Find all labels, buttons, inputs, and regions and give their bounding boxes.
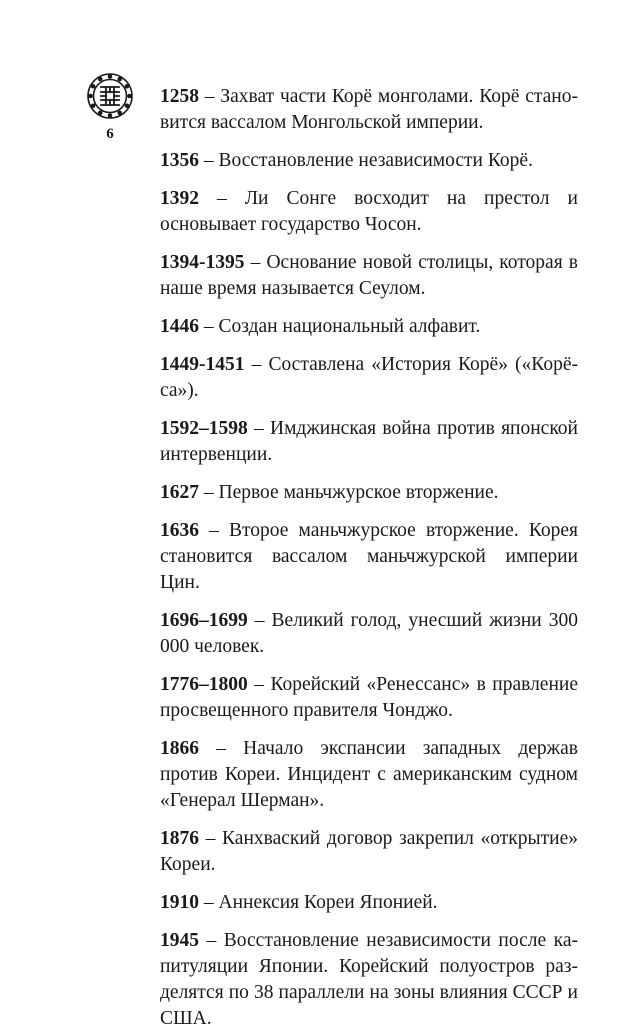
- chronology-entry: [160, 84, 578, 136]
- entry-text: – Восстановление независимости после капитуляции Японии. Корейский полуостров разделятся по 38 параллели на зоны влияния СССР и США.: [160, 930, 578, 1029]
- chronology-entry: [160, 608, 578, 660]
- entry-year: 1356: [160, 150, 199, 171]
- entry-text: – Составлена «История Корё» («Корёса»).: [160, 354, 578, 401]
- entry-text: – Захват части Корё монголами. Корё становится вассалом Монгольской империи.: [160, 86, 578, 133]
- chronology-entry: [160, 314, 578, 340]
- chronology-list: [160, 84, 578, 1032]
- chronology-entry: [160, 890, 578, 916]
- entry-year: 1910: [160, 892, 199, 913]
- entry-text: – Восстановление независимости Корё.: [199, 150, 533, 171]
- entry-year: 1392: [160, 188, 199, 209]
- chronology-entry: [160, 672, 578, 724]
- entry-year: 1945: [160, 930, 199, 951]
- chronology-entry: [160, 416, 578, 468]
- entry-year: 1446: [160, 316, 199, 337]
- entry-text: – Начало экспансии западных держав против Кореи. Инцидент с американским судном «Генерал Шерман».: [160, 738, 578, 811]
- chronology-entry: [160, 250, 578, 302]
- page-number: 6: [106, 126, 114, 142]
- entry-text: – Основание новой столицы, которая в наше время называется Сеулом.: [160, 252, 578, 299]
- chronology-entry: [160, 352, 578, 404]
- entry-text: – Имджинская война против японской интервенции.: [160, 418, 578, 465]
- chronology-entry: [160, 148, 578, 174]
- chronology-entry: [160, 186, 578, 238]
- entry-text: – Аннексия Кореи Японией.: [199, 892, 438, 913]
- entry-year: 1696–1699: [160, 610, 248, 631]
- entry-year: 1258: [160, 86, 199, 107]
- chronology-entry: [160, 480, 578, 506]
- entry-text: – Канхваский договор закрепил «открытие» Кореи.: [160, 828, 578, 875]
- entry-year: 1866: [160, 738, 199, 759]
- chronology-entry: [160, 518, 578, 596]
- chronology-entry: [160, 928, 578, 1032]
- entry-text: – Ли Сонге восходит на престол и основывает государство Чосон.: [160, 188, 578, 235]
- entry-text: – Второе маньчжурское вторжение. Корея становится вассалом маньчжурской империи Цин.: [160, 520, 578, 593]
- entry-year: 1592–1598: [160, 418, 248, 439]
- korean-lattice-medallion-icon: [86, 72, 134, 120]
- entry-text: – Первое маньчжурское вторжение.: [199, 482, 499, 503]
- entry-year: 1876: [160, 828, 199, 849]
- entry-text: – Великий голод, унесший жизни 300 000 человек.: [160, 610, 578, 657]
- entry-year: 1776–1800: [160, 674, 248, 695]
- entry-year: 1449-1451: [160, 354, 245, 375]
- entry-text: – Корейский «Ренессанс» в правление просвещенного правителя Чонджо.: [160, 674, 578, 721]
- chronology-entry: [160, 826, 578, 878]
- entry-year: 1627: [160, 482, 199, 503]
- entry-year: 1394-1395: [160, 252, 245, 273]
- entry-text: – Создан национальный алфавит.: [199, 316, 481, 337]
- entry-year: 1636: [160, 520, 199, 541]
- chronology-entry: [160, 736, 578, 814]
